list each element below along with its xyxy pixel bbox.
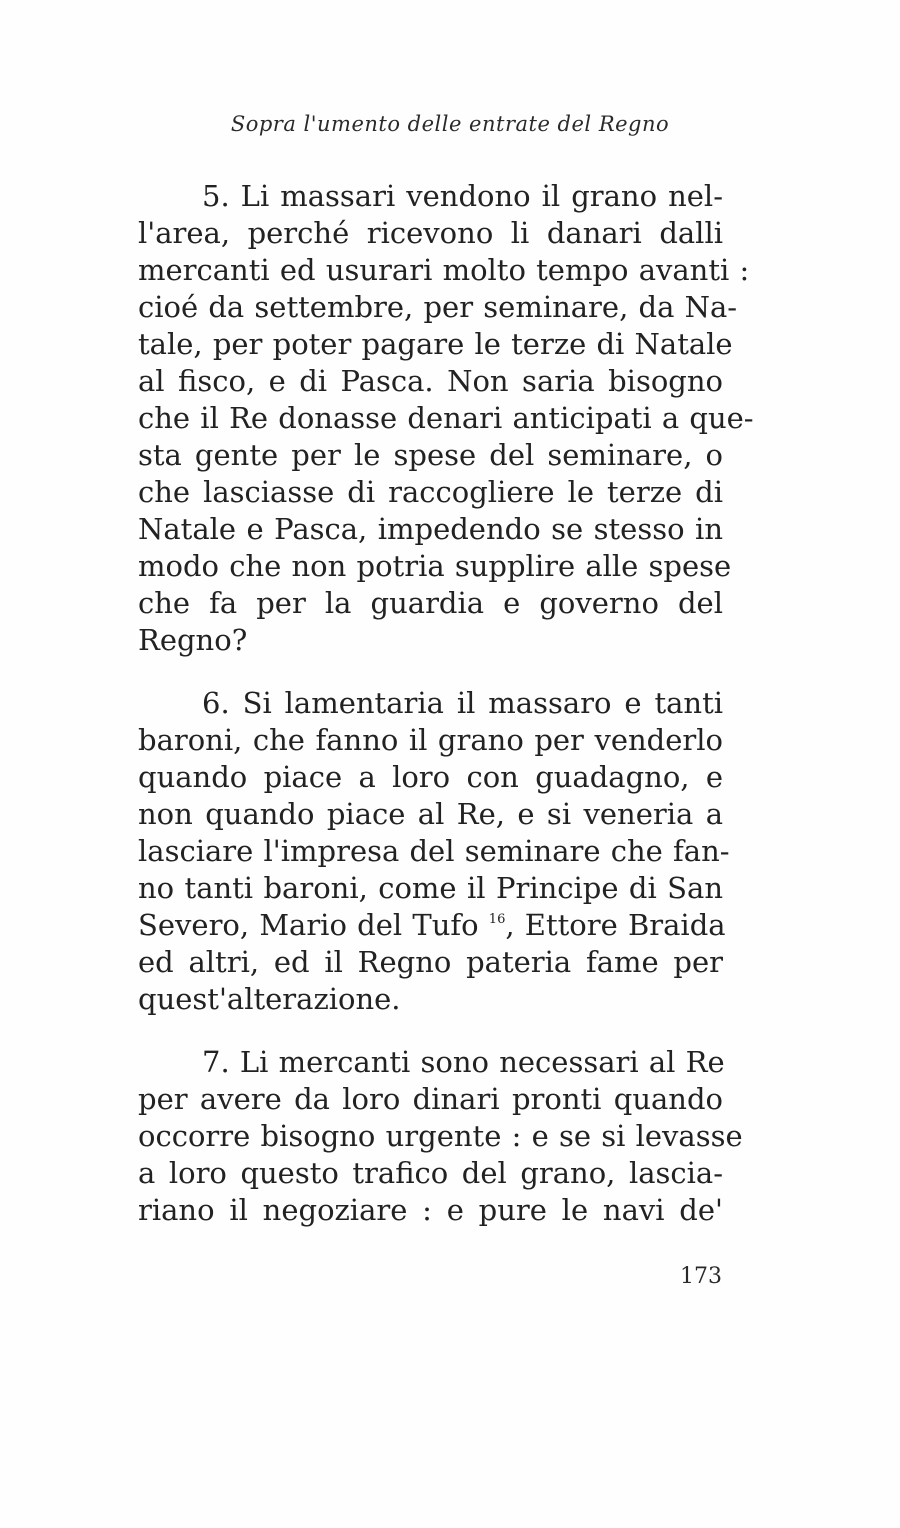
text-line: l'area, perché ricevono li danari dalli bbox=[138, 216, 723, 250]
paragraph-6 bbox=[138, 685, 730, 1018]
text-line: a loro questo trafico del grano, lascia- bbox=[138, 1156, 723, 1190]
text-line: tale, per poter pagare le terze di Natale bbox=[138, 327, 733, 361]
text-line: al fisco, e di Pasca. Non saria bisogno bbox=[138, 364, 723, 398]
text-line: lasciare l'impresa del seminare che fan- bbox=[138, 834, 730, 868]
text-line-with-note bbox=[138, 907, 726, 944]
text-line: non quando piace al Re, e si veneria a bbox=[138, 797, 723, 831]
text-segment: Severo, Mario del Tufo bbox=[138, 908, 479, 942]
running-head: Sopra l'umento delle entrate del Regno bbox=[230, 112, 670, 136]
text-line: ed altri, ed il Regno pateria fame per bbox=[138, 945, 723, 979]
text-line: per avere da loro dinari pronti quando bbox=[138, 1082, 723, 1116]
text-line: Natale e Pasca, impedendo se stesso in bbox=[138, 512, 723, 546]
text-line: 5. Li massari vendono il grano nel- bbox=[202, 179, 723, 213]
text-line: cioé da settembre, per seminare, da Na- bbox=[138, 290, 738, 324]
page-number: 173 bbox=[680, 1264, 722, 1289]
text-line: sta gente per le spese del seminare, o bbox=[138, 438, 723, 472]
text-line: che il Re donasse denari anticipati a que- bbox=[138, 401, 754, 435]
paragraph-5 bbox=[138, 178, 754, 659]
text-line: quando piace a loro con guadagno, e bbox=[138, 760, 723, 794]
text-line: che fa per la guardia e governo del bbox=[138, 586, 723, 620]
body-text bbox=[138, 178, 754, 1229]
text-line: modo che non potria supplire alle spese bbox=[138, 549, 732, 583]
text-line: che lasciasse di raccogliere le terze di bbox=[138, 475, 723, 509]
text-line: riano il negoziare : e pure le navi de' bbox=[138, 1193, 723, 1227]
text-line: 6. Si lamentaria il massaro e tanti bbox=[202, 686, 723, 720]
text-line: mercanti ed usurari molto tempo avanti : bbox=[138, 253, 750, 287]
text-line: 7. Li mercanti sono necessari al Re bbox=[202, 1045, 725, 1079]
paragraph-7 bbox=[138, 1044, 743, 1229]
text-line: baroni, che fanno il grano per venderlo bbox=[138, 723, 723, 757]
text-line: quest'alterazione. bbox=[138, 982, 401, 1016]
footnote-ref: 16 bbox=[488, 912, 506, 927]
text-line: occorre bisogno urgente : e se si levasse bbox=[138, 1119, 743, 1153]
text-line: no tanti baroni, come il Principe di San bbox=[138, 871, 723, 905]
text-segment: , Ettore Braida bbox=[505, 908, 726, 942]
text-line: Regno? bbox=[138, 623, 248, 657]
